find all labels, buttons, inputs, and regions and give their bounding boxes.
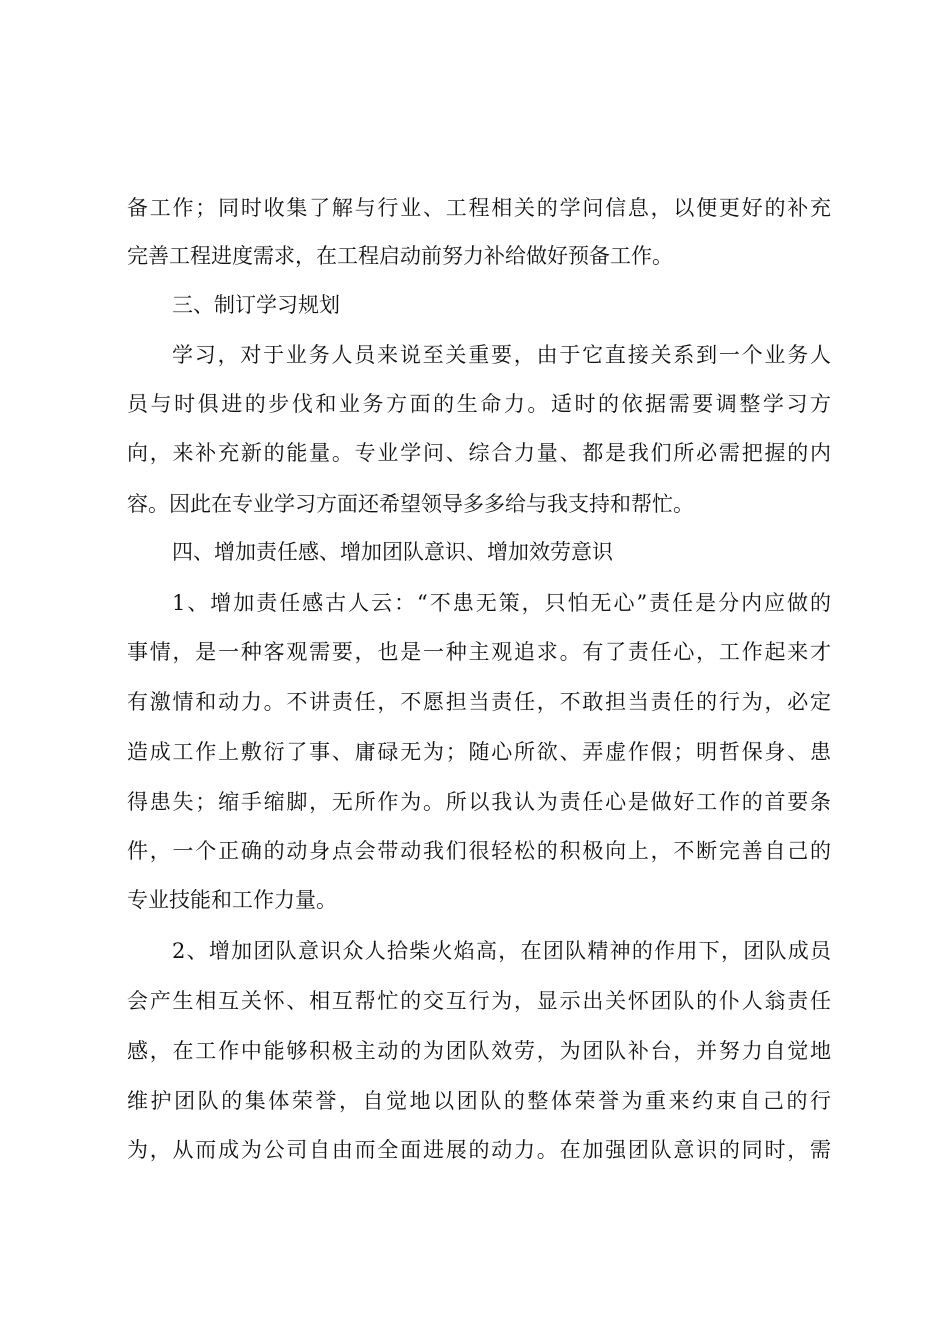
text-line: 完善工程进度需求，在工程启动前努力补给做好预备工作。 [127,244,673,268]
text-line: 感，在工作中能够积极主动的为团队效劳，为团队补台，并努力自觉地 [127,1039,831,1063]
text-line: 专业技能和工作力量。 [127,888,337,912]
text-line: 向，来补充新的能量。专业学问、综合力量、都是我们所必需把握的内 [127,441,831,465]
section-heading: 四、增加责任感、增加团队意识、增加效劳意识 [172,540,613,564]
text-line: 员与时俱进的步伐和业务方面的生命力。适时的依据需要调整学习方 [127,392,831,416]
text-line: 会产生相互关怀、相互帮忙的交互行为，显示出关怀团队的仆人翁责任 [127,989,831,1013]
text-line: 备工作；同时收集了解与行业、工程相关的学问信息，以便更好的补充 [127,196,831,220]
text-line: 件，一个正确的动身点会带动我们很轻松的积极向上，不断完善自己的 [127,839,831,863]
section-heading: 三、制订学习规划 [172,293,340,317]
text-line: 维护团队的集体荣誉，自觉地以团队的整体荣誉为重来约束自己的行 [127,1089,831,1113]
text-line: 事情，是一种客观需要，也是一种主观追求。有了责任心，工作起来才 [127,640,831,664]
text-line: 容。因此在专业学习方面还希望领导多多给与我支持和帮忙。 [127,492,694,516]
text-line: 2、增加团队意识众人拾柴火焰高，在团队精神的作用下，团队成员 [172,939,831,963]
text-line: 造成工作上敷衍了事、庸碌无为；随心所欲、弄虚作假；明哲保身、患 [127,740,831,764]
text-line: 学习，对于业务人员来说至关重要，由于它直接关系到一个业务人 [172,343,831,367]
text-line: 1、增加责任感古人云：“不患无策，只怕无心”责任是分内应做的 [172,591,831,615]
text-line: 有激情和动力。不讲责任，不愿担当责任，不敢担当责任的行为，必定 [127,690,831,714]
text-line: 为，从而成为公司自由而全面进展的动力。在加强团队意识的同时，需 [127,1138,831,1162]
text-line: 得患失；缩手缩脚，无所作为。所以我认为责任心是做好工作的首要条 [127,790,831,814]
